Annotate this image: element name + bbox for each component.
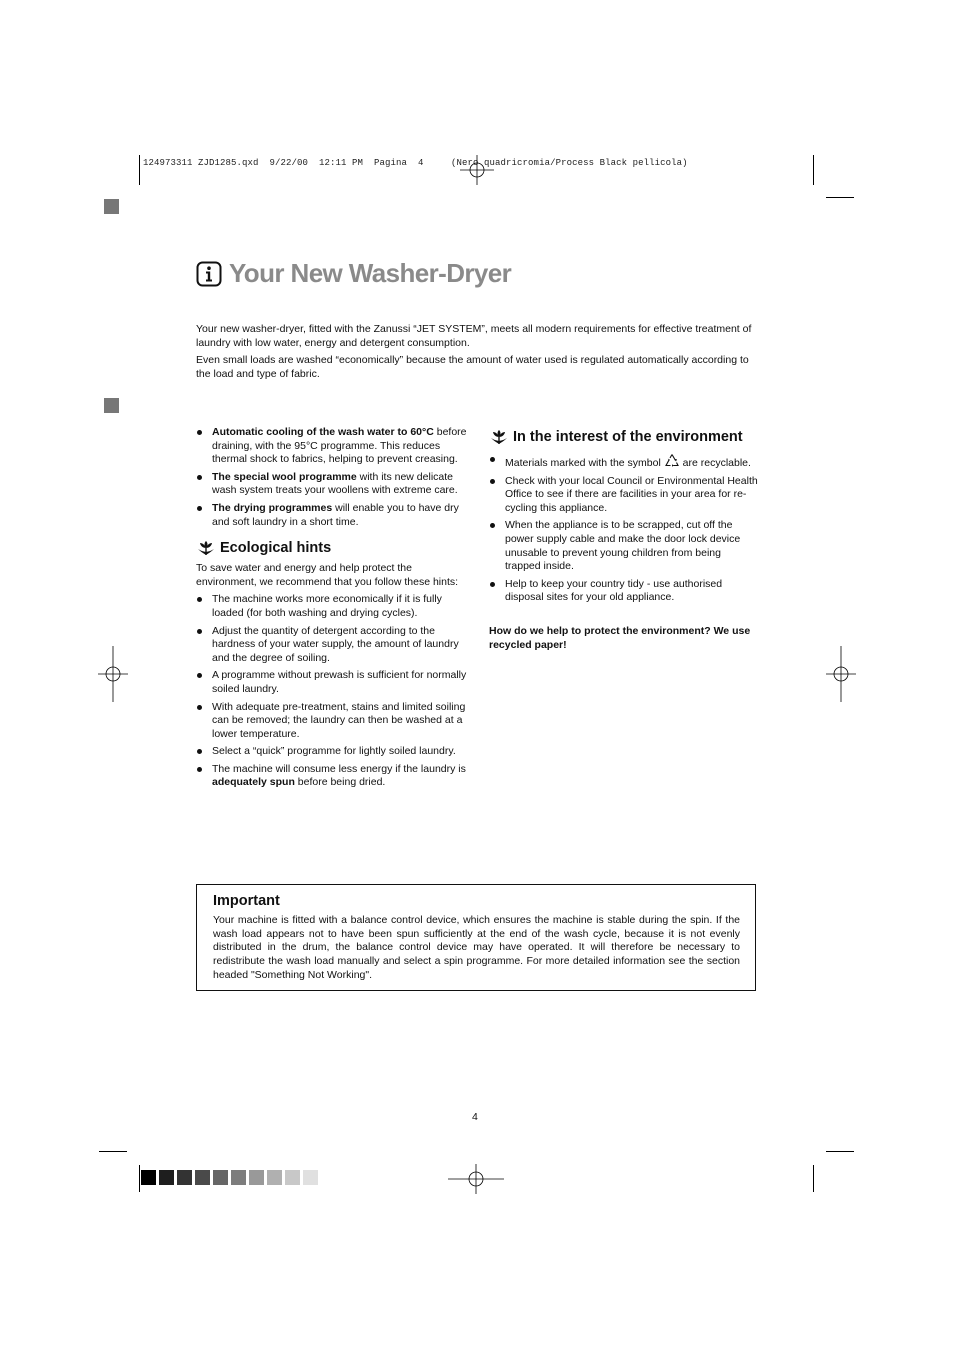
list-item: Adjust the quantity of detergent according to the hardness of your water supply, the amount of laundry and the degree of soiling. bbox=[196, 625, 468, 666]
intro-text bbox=[196, 322, 762, 384]
registration-mark-top bbox=[460, 155, 494, 185]
registration-mark-left bbox=[98, 646, 128, 702]
registration-mark-bottom bbox=[448, 1164, 504, 1194]
eco-intro: To save water and energy and help protect the environment, we recommend that you follow these hints: bbox=[196, 562, 459, 588]
list-item: The special wool programme with its new delicate wash system treats your woollens with extreme care. bbox=[196, 471, 468, 498]
grayscale-color-bar bbox=[141, 1170, 318, 1185]
color-swatch bbox=[213, 1170, 228, 1185]
color-swatch bbox=[249, 1170, 264, 1185]
env-heading bbox=[489, 428, 759, 447]
eco-list bbox=[196, 593, 468, 790]
margin-marker bbox=[104, 398, 119, 413]
important-text: Your machine is fitted with a balance control device, which ensures the machine is stable during the spin. If the wash load appears not to have been spun sufficiently at the end of the wash cycle, because it is not evenly distributed in the drum, the balance control device may have operated. It will therefore be necessary to redistribute the wash load manually and select a spin programme. For more detailed information see the section headed "Something Not Working". bbox=[213, 914, 740, 981]
intro-paragraph: Your new washer-dryer, fitted with the Zanussi “JET SYSTEM”, meets all modern requirements for effective treatment of laundry with low water, energy and detergent consumption. bbox=[196, 323, 752, 349]
list-item: Select a “quick” programme for lightly soiled laundry. bbox=[196, 745, 468, 759]
feature-list bbox=[196, 426, 468, 529]
color-swatch bbox=[267, 1170, 282, 1185]
page-number: 4 bbox=[472, 1111, 478, 1123]
color-swatch bbox=[303, 1170, 318, 1185]
left-column bbox=[196, 426, 468, 794]
list-item: The machine will consume less energy if the laundry is adequately spun before being dried. bbox=[196, 763, 468, 790]
env-note: How do we help to protect the environment? We use recycled paper! bbox=[489, 624, 751, 651]
color-swatch bbox=[141, 1170, 156, 1185]
color-swatch bbox=[285, 1170, 300, 1185]
eco-heading bbox=[196, 539, 468, 558]
color-swatch bbox=[195, 1170, 210, 1185]
info-icon bbox=[196, 261, 222, 287]
list-item: When the appliance is to be scrapped, cut off the power supply cable and make the door lock device unusable to prevent young children from being trapped inside. bbox=[489, 519, 759, 573]
flower-icon bbox=[489, 428, 509, 447]
eco-heading-text: Ecological hints bbox=[220, 539, 332, 556]
list-item: The machine works more economically if it is fully loaded (for both washing and drying cycles). bbox=[196, 593, 468, 620]
list-item: Check with your local Council or Environmental Health Office to see if there are facilities in your area for re-cycling this appliance. bbox=[489, 475, 759, 516]
list-item: Materials marked with the symbol are recyclable. bbox=[489, 453, 759, 471]
flower-icon bbox=[196, 539, 216, 558]
intro-paragraph: Even small loads are washed “economically” because the amount of water used is regulated automatically according to the load and type of fabric. bbox=[196, 354, 749, 380]
color-swatch bbox=[177, 1170, 192, 1185]
env-list bbox=[489, 453, 759, 605]
registration-mark-right bbox=[826, 646, 856, 702]
list-item: A programme without prewash is sufficient for normally soiled laundry. bbox=[196, 669, 468, 696]
important-box bbox=[196, 884, 756, 991]
page-title: Your New Washer-Dryer bbox=[229, 258, 512, 288]
list-item: With adequate pre-treatment, stains and limited soiling can be removed; the laundry can then be washed at a lower temperature. bbox=[196, 701, 468, 742]
list-item: Help to keep your country tidy - use authorised disposal sites for your old appliance. bbox=[489, 578, 759, 605]
page-heading bbox=[196, 258, 511, 289]
list-item: The drying programmes will enable you to have dry and soft laundry in a short time. bbox=[196, 502, 468, 529]
margin-marker bbox=[104, 199, 119, 214]
slug-line: 124973311 ZJD1285.qxd 9/22/00 12:11 PM Pagina 4 (Nero quadricromia/Process Black pellicola) bbox=[143, 158, 688, 168]
env-heading-text: In the interest of the environment bbox=[513, 428, 743, 445]
list-item: Automatic cooling of the wash water to 60°C before draining, with the 95°C programme. This reduces thermal shock to fabrics, helping to prevent creasing. bbox=[196, 426, 468, 467]
right-column bbox=[489, 428, 759, 656]
recycle-icon bbox=[664, 453, 680, 468]
important-heading: Important bbox=[213, 893, 280, 909]
color-swatch bbox=[159, 1170, 174, 1185]
color-swatch bbox=[231, 1170, 246, 1185]
